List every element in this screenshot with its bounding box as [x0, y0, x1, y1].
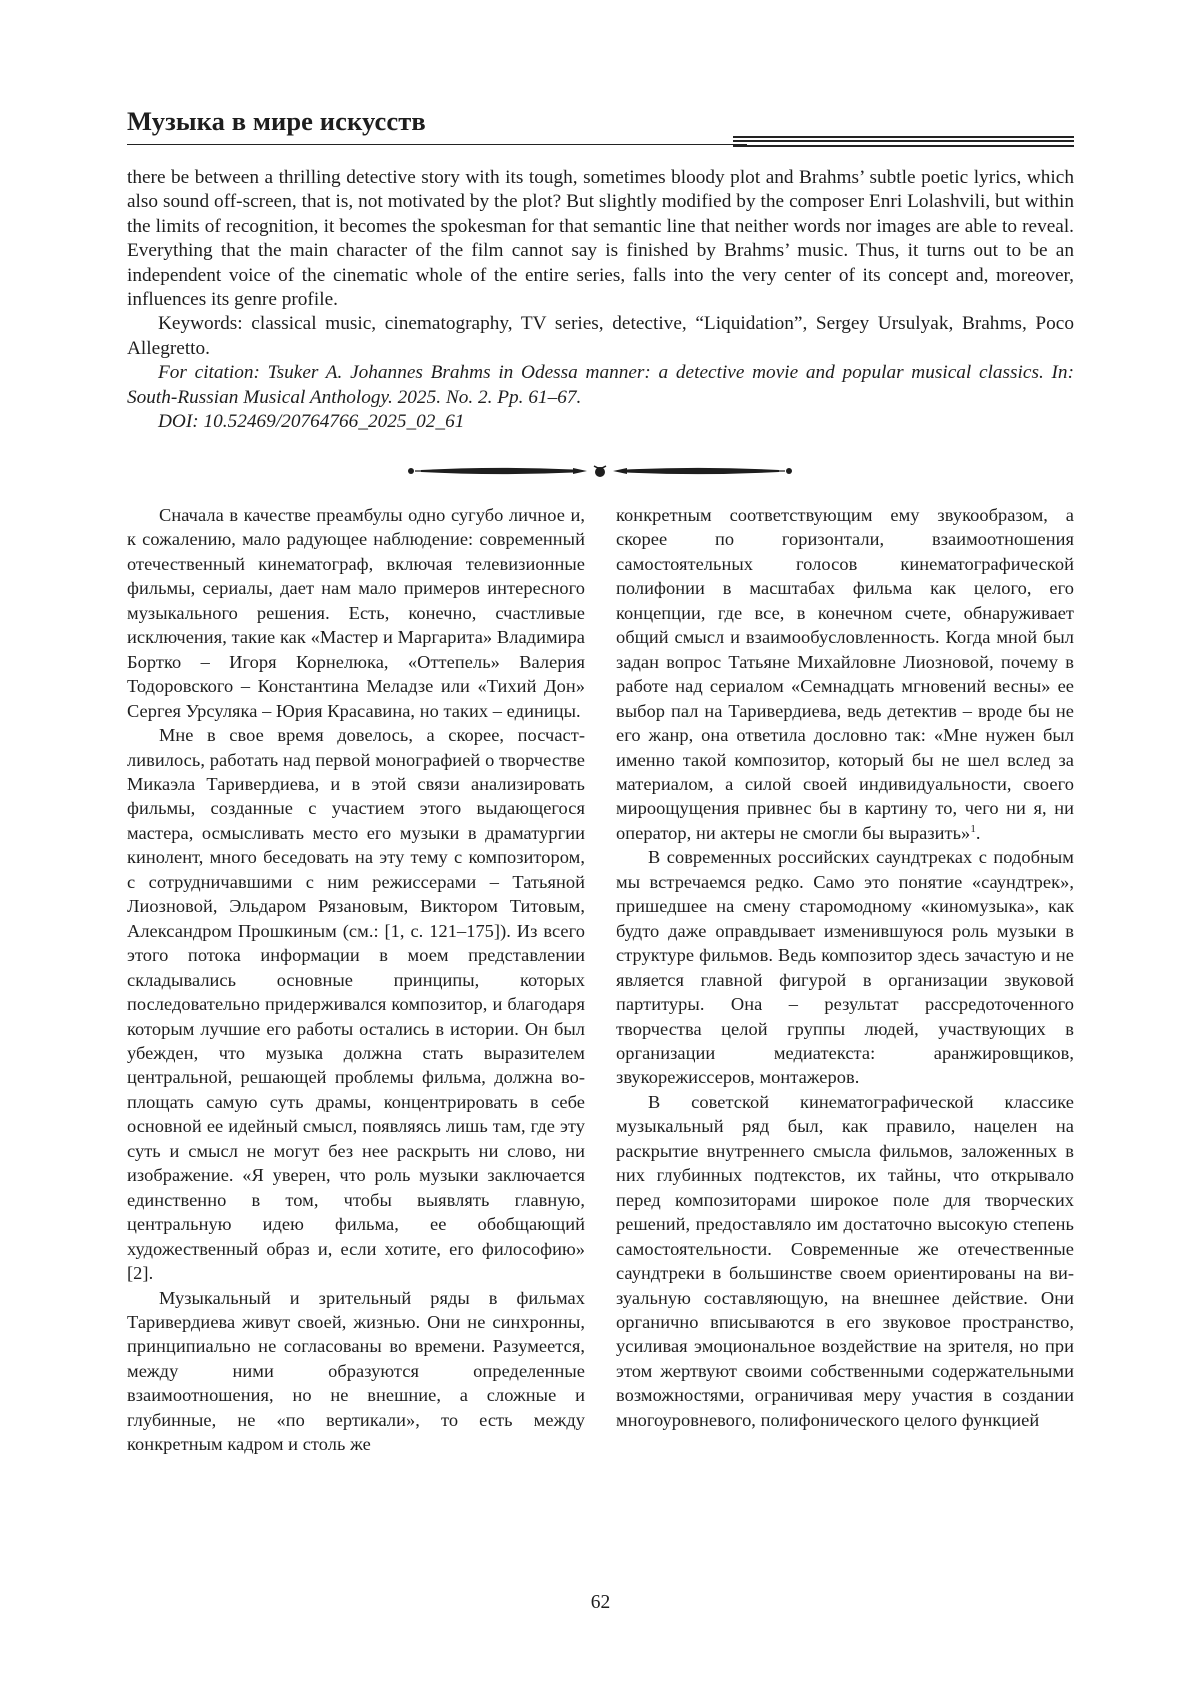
header-rule: [127, 144, 747, 145]
section-divider-ornament: [407, 462, 793, 480]
paragraph-text: конкретным соответствующим ему звукообразом, а скорее по горизонтали, взаимоотношения самостоятельных голосов кинематографической полифонии в масштабах фильма как целого, его концепции, где все, в конечном счете, обнаруживает общий смысл и взаимообусловленность. Когда мной был задан вопрос Татьяне Михайловне Лиозновой, почему в работе над сериалом «Семнадцать мгновений весны» ее выбор пал на Таривердиева, ведь детектив – вроде бы не его жанр, она ответила дословно так: «Мне нужен был именно такой композитор, который бы не шел вслед за материалом, а силой своей индивидуальности, своего мироощущения привнес бы в картину то, чего ни я, ни оператор, ни актеры не смогли бы выразить»: [616, 505, 1074, 843]
section-title: Музыка в мире искусств: [127, 106, 426, 136]
english-abstract: [127, 166, 1074, 434]
header-rule-stack: [733, 136, 1074, 149]
paragraph: Сначала в качестве преамбулы одно сугубо личное и, к сожалению, мало радующее наблюдение: современный отечественный кинематограф, включая телевизионные фильмы, сериалы, дает нам мало примеров интересного музыкального решения. Есть, конечно, счастливые исключения, такие как «Мастер и Маргарита» Владимира Бортко – Игоря Корнелюка, «Оттепель» Валерия Тодоровского – Константина Меладзе или «Тихий Дон» Сергея Урсуляка – Юрия Красавина, но таких – единицы.: [127, 505, 585, 721]
paragraph: Музыкальный и зрительный ряды в фильмах Таривердиева живут своей, жизнью. Они не синхронны, принципиально не согласованы во времени. Разумеется, между ними образуются определенные взаимоотношения, но не внешние, а сложные и глубинные, не «по вертикали», то есть между конкретным кадром и столь же: [127, 1287, 585, 1455]
citation: For citation: Tsuker A. Johannes Brahms in Odessa manner: a detective movie and popular musical classics. In: South-Russian Musical Anthology. 2025. No. 2. Pp. 61–67.: [127, 362, 1074, 408]
paragraph: В современных российских саундтреках с подобным мы встречаемся редко. Само это понятие «саундтрек», пришедшее на смену старомодному «киномузыка», как будто даже оправдывает изменившуюся роль музыки в структуре фильмов. Ведь композитор здесь зачастую и не является главной фигурой в организации звуковой партитуры. Она – результат рассредоточенного творчества целой группы людей, участвующих в организации медиатекста: аранжировщиков, звукорежиссеров, монтажеров.: [616, 847, 1074, 1088]
abstract-body: there be between a thrilling detective story with its tough, sometimes bloody plot and Brahms’ subtle poetic lyrics, which also sound off-screen, that is, not motivated by the plot? But slightly modified by the composer Enri Lolashvili, but within the limits of recognition, it becomes the spokesman for that semantic line that neither words nor images are able to reveal. Everything that the main character of the film cannot say is finished by Brahms’ music. Thus, it turns out to be an independent voice of the cinematic whole of the entire series, falls into the very center of its concept and, moreover, influences its genre profile.: [127, 167, 1074, 311]
left-column: [127, 503, 585, 1457]
paragraph-end: .: [975, 822, 981, 843]
doi: DOI: 10.52469/20764766_2025_02_61: [158, 411, 465, 433]
footnote-marker[interactable]: 1: [970, 822, 976, 835]
page-number: 62: [590, 1592, 611, 1613]
keywords: Keywords: classical music, cinematography, TV series, detective, “Liquidation”, Sergey Ursulyak, Brahms, Poco Allegretto.: [127, 313, 1074, 359]
right-column: [616, 503, 1074, 1432]
paragraph: Мне в свое время довелось, а скорее, посчастливилось, работать над первой монографией о творчестве Микаэла Таривердиева, и в этой связи анализировать фильмы, созданные с участием этого выдающегося мастера, осмысливать место его музыки в драматургии кинолент, много беседовать на эту тему с композитором, с сотрудничавшими с ним режиссерами – Татьяной Лиозновой, Эльдаром Рязановым, Виктором Титовым, Александром Прошкиным (см.: [1, с. 121–175]). Из всего этого потока информации в моем представлении складывались основные принципы, которых последовательно придерживался композитор, и благодаря которым лучшие его работы остались в истории. Он был убежден, что музыка должна стать выразителем центральной, решающей проблемы фильма, должна воплощать самую суть драмы, концентрировать в себе основной ее идейный смысл, появляясь лишь там, где эту суть и смысл не могут без нее раскрыть ни слово, ни изображение. «Я уверен, что роль музыки заключается единственно в том, чтобы выявлять главную, центральную идею фильма, ее обобщающий художественный образ и, если хотите, его философию» [2].: [127, 725, 585, 1284]
paragraph: В советской кинематографической классике музыкальный ряд был, как правило, нацелен на раскрытие внутреннего смысла фильмов, заложенных в них глубинных подтекстов, их тайны, что открывало перед композиторами широкое поле для творческих решений, предоставляло им достаточно высокую степень самостоятельности. Современные же отечественные саундтреки в большинстве своем ориентированы на визуальную составляющую, на внешнее действие. Они органично вписываются в его звуковое пространство, усиливая эмоциональное воздействие на зрителя, но при этом жертвуют своими собственными содержательными возможностями, ограничивая меру участия в создании многоуровневого, полифонического целого функцией: [616, 1091, 1074, 1430]
paragraph-continued: [616, 503, 1074, 845]
running-header: [127, 102, 1074, 148]
journal-page: [127, 0, 1074, 1697]
